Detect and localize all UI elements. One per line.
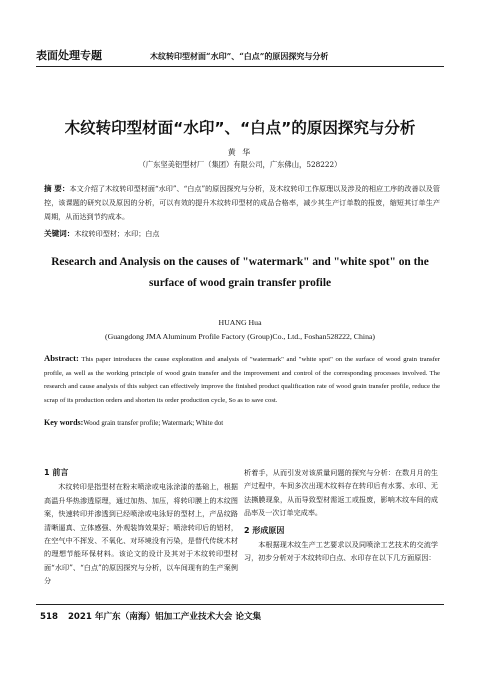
- author-english: HUANG Hua: [218, 318, 262, 327]
- keywords-english: [44, 418, 440, 427]
- title-chinese: 木纹转印型材面“水印”、“白点”的原因探究与分析: [64, 119, 416, 137]
- running-head-section: 表面处理专题: [36, 49, 102, 62]
- page-footer: [40, 610, 261, 622]
- title-english: Research and Analysis on the causes of "watermark" and "white spot" on the surface of wood grain transfer profile: [51, 256, 429, 289]
- keywords-chinese: [44, 228, 440, 239]
- footer-rule: [36, 604, 444, 605]
- affiliation-chinese: （广东坚美铝型材厂（集团）有限公司，广东佛山，528222）: [138, 160, 342, 169]
- section-heading-causes: 2 形成原因: [244, 525, 285, 535]
- abstract-chinese-label: 摘 要：: [44, 184, 70, 193]
- body-column-left: [44, 466, 238, 588]
- abstract-english: [44, 352, 440, 407]
- abstract-english-label: Abstract:: [44, 353, 79, 363]
- abstract-chinese: [44, 182, 440, 224]
- conference-name: 2021 年广东（南海）铝加工产业技术大会 论文集: [67, 612, 262, 622]
- abstract-english-text: This paper introduces the cause exploration and analysis of "watermark" and "white spot" on the surface of wood grain transfer profile, as well as the working principle of wood grain transfer and the improvement and control of the corresponding processes involved. The research and cause analysis of this subject can effectively improve the finished product qualification rate of wood grain transfer profile, reduce the scrap of its production orders and shorten its order production cycle, So as to save cost.: [44, 356, 440, 404]
- section-paragraph-introduction-continued: 析着手，从而引发对该质量问题的探究与分析：在数月月的生产过程中，车间多次出现木纹料存在转印后有水雾、水印、无法撕膜现象，从而导致型材需返工或报废，影响木纹车间的成品率及一次订单完成率。: [244, 468, 438, 518]
- keywords-english-text: Wood grain transfer profile; Watermark; White dot: [83, 420, 224, 427]
- abstract-chinese-text: 本文介绍了木纹转印型材面“水印”、“白点”的原因探究与分析，及木纹转印工作原理以及涉及的相应工序的改善以及管控，该课题的研究以及原因的分析，可以有效的提升木纹转印型材的成品合格率，减少其生产订单数的报废，缩短其订单生产周期，从而达到节约成本。: [44, 184, 440, 221]
- page-number: 518: [40, 612, 58, 622]
- section-paragraph-causes: 本根据现木纹生产工艺要求以及同喷涂工艺技术的交流学习，初步分析对于木纹转印白点、水印存在以下几方面原因：: [244, 540, 438, 563]
- running-head-title: 木纹转印型材面“水印”、“白点”的原因探究与分析: [150, 51, 329, 61]
- keywords-english-label: Key words:: [44, 418, 84, 427]
- running-head: [36, 46, 444, 67]
- section-paragraph-introduction: 木纹转印是指型材在粉末喷涂或电泳涂漆的基础上，根据高温升华热渗透原理，通过加热、加压，将转印膜上的木纹图案，快速转印并渗透到已经喷涂或电泳好的型材上，产品纹路清晰逼真、立体感强、外观装饰效果好；喷涂转印后的铝材，在空气中不挥发、不氧化、对环境没有污染，是替代传统木材的理想节能环保材料。该论文的设计及其对于木纹转印型材面“水印”、“白点”的原因探究与分析，以车间现有的生产案例分: [44, 482, 238, 586]
- affiliation-english: (Guangdong JMA Aluminum Profile Factory (Group)Co., Ltd., Foshan528222, China): [104, 332, 376, 341]
- body-column-right: [244, 466, 438, 565]
- author-chinese: 黄 华: [227, 148, 253, 157]
- keywords-chinese-text: 木纹转印型材；水印；白点: [74, 229, 160, 238]
- section-heading-introduction: 1 前言: [44, 468, 69, 477]
- keywords-chinese-label: 关键词：: [44, 229, 75, 238]
